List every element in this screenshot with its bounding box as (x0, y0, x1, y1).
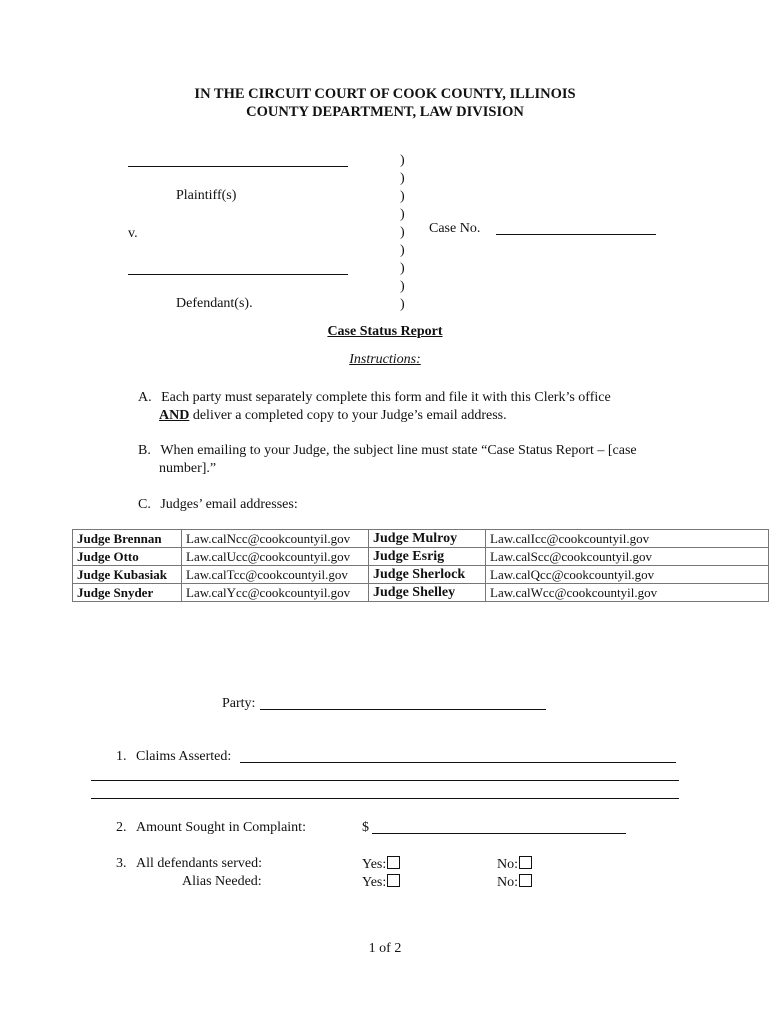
served-yes-checkbox[interactable] (387, 856, 400, 869)
amount-line[interactable] (372, 833, 626, 834)
caption-paren: ) (400, 207, 405, 222)
alias-label: Alias Needed: (182, 874, 262, 889)
instruction-b-line1: When emailing to your Judge, the subject line must state “Case Status Report – [case (160, 443, 637, 458)
instruction-a-marker: A. (138, 390, 152, 405)
plaintiff-name-line[interactable] (128, 166, 348, 167)
document-title: Case Status Report (327, 324, 443, 339)
judge-email[interactable]: Law.calUcc@cookcountyil.gov (182, 548, 369, 566)
amount-number: 2. (116, 820, 127, 835)
served-no-checkbox[interactable] (519, 856, 532, 869)
alias-yes (362, 874, 400, 891)
instruction-c-line1: Judges’ email addresses: (160, 497, 298, 512)
instruction-b-marker: B. (138, 443, 151, 458)
caption-paren: ) (400, 171, 405, 186)
judge-name: Judge Shelley (369, 584, 486, 602)
served-label: All defendants served: (136, 856, 262, 871)
judge-email[interactable]: Law.calTcc@cookcountyil.gov (182, 566, 369, 584)
alias-yes-label: Yes: (362, 875, 387, 890)
caption-paren: ) (400, 297, 405, 312)
court-heading-line2: COUNTY DEPARTMENT, LAW DIVISION (246, 104, 524, 120)
party-label: Party: (222, 696, 256, 711)
table-row (73, 584, 769, 602)
caption-paren: ) (400, 243, 405, 258)
judge-email[interactable]: Law.calIcc@cookcountyil.gov (486, 530, 769, 548)
instruction-c-marker: C. (138, 497, 151, 512)
claims-line-3[interactable] (91, 798, 679, 799)
judges-email-table (72, 529, 769, 602)
page-number: 1 of 2 (368, 941, 402, 956)
instruction-a-line1: Each party must separately complete this form and file it with this Clerk’s office (161, 390, 611, 405)
judge-name: Judge Otto (73, 548, 182, 566)
instruction-b (138, 442, 637, 460)
judge-name: Judge Mulroy (369, 530, 486, 548)
judge-name: Judge Sherlock (369, 566, 486, 584)
party-name-line[interactable] (260, 709, 546, 710)
alias-no-checkbox[interactable] (519, 874, 532, 887)
table-row (73, 530, 769, 548)
caption-paren: ) (400, 153, 405, 168)
defendant-label: Defendant(s). (176, 296, 253, 311)
claims-line-1[interactable] (240, 762, 676, 763)
served-yes-label: Yes: (362, 857, 387, 872)
plaintiff-label: Plaintiff(s) (176, 188, 237, 203)
judge-email[interactable]: Law.calWcc@cookcountyil.gov (486, 584, 769, 602)
served-no-label: No: (497, 857, 518, 872)
instruction-b-line2: number].” (159, 461, 217, 476)
currency-symbol: $ (362, 820, 369, 835)
amount-label: Amount Sought in Complaint: (136, 820, 306, 835)
judge-name: Judge Kubasiak (73, 566, 182, 584)
judge-name: Judge Esrig (369, 548, 486, 566)
instruction-c (138, 496, 298, 514)
instruction-a (138, 389, 611, 407)
alias-yes-checkbox[interactable] (387, 874, 400, 887)
caption-paren: ) (400, 189, 405, 204)
versus-label: v. (128, 226, 138, 241)
instruction-a-and: AND (159, 408, 190, 423)
judge-name: Judge Snyder (73, 584, 182, 602)
claims-number: 1. (116, 749, 127, 764)
alias-no (497, 874, 532, 891)
case-number-line[interactable] (496, 234, 656, 235)
claims-label: Claims Asserted: (136, 749, 232, 764)
judge-email[interactable]: Law.calYcc@cookcountyil.gov (182, 584, 369, 602)
claims-line-2[interactable] (91, 780, 679, 781)
served-no (497, 856, 532, 873)
judge-email[interactable]: Law.calNcc@cookcountyil.gov (182, 530, 369, 548)
judge-email[interactable]: Law.calScc@cookcountyil.gov (486, 548, 769, 566)
caption-paren: ) (400, 261, 405, 276)
alias-no-label: No: (497, 875, 518, 890)
caption-paren: ) (400, 225, 405, 240)
instruction-a-line2: deliver a completed copy to your Judge’s email address. (189, 408, 507, 423)
caption-paren: ) (400, 279, 405, 294)
instructions-heading: Instructions: (349, 352, 421, 367)
instruction-a-second-line (159, 407, 507, 425)
judge-name: Judge Brennan (73, 530, 182, 548)
table-row (73, 566, 769, 584)
table-row (73, 548, 769, 566)
judge-email[interactable]: Law.calQcc@cookcountyil.gov (486, 566, 769, 584)
served-number: 3. (116, 856, 127, 871)
served-yes (362, 856, 400, 873)
court-heading-line1: IN THE CIRCUIT COURT OF COOK COUNTY, ILLINOIS (194, 86, 576, 102)
case-number-label: Case No. (429, 221, 481, 236)
defendant-name-line[interactable] (128, 274, 348, 275)
